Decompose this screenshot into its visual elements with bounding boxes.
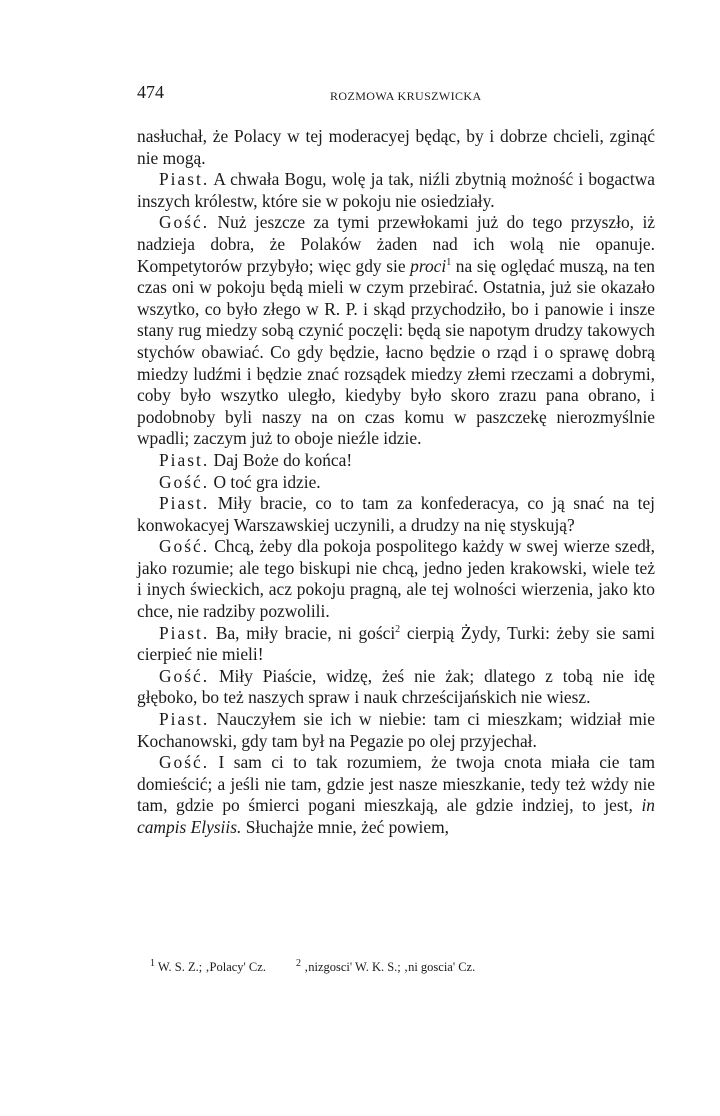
paragraph-text: Nuż jeszcze za tymi przewłokami już do tego przyszło, iż nadzieja dobra, że Polaków żaden nad ich wolą nie opanuje. Kompetytorów przybyło; więc gdy sie [137,212,655,276]
footnote-marker: 1 [446,256,452,268]
dialogue-paragraph [137,752,655,838]
dialogue-paragraph [137,472,655,494]
footnote-text: ‚nizgosci' W. K. S.; ‚ni goscia' Cz. [304,960,476,974]
dialogue-paragraph [137,666,655,709]
paragraph-text: O toć gra idzie. [213,471,321,492]
dialogue-paragraph [137,450,655,472]
dialogue-paragraph [137,536,655,622]
paragraph-text: I sam ci to tak rozumiem, że twoja cnota miała cie tam domieścić; a jeśli nie tam, gdzie jest nasze mieszkanie, tedy też wżdy nie tam, gdzie po śmierci pogani mieszkają, ale gdzie indziej, to jest, [137,752,655,816]
paragraph-text: cierpią Żydy, Turki: żeby sie sami cierpieć nie mieli! [137,622,655,665]
dialogue-paragraph [137,623,655,666]
speaker-label: Gość. [159,471,210,492]
dialogue-paragraph [137,493,655,536]
paragraph-text: na się oględać muszą, na ten czas oni w pokoju będą mieli w czym przebirać. Ostatnia, już sie okazało wszytko, co było złego w R. P. i skąd przychodziło, bo i panowie i insze stany rug miedzy sobą czynić poczęli: będą sie napotym drudzy takowych stychów obawiać. Co gdy będzie, łacno będzie o rząd i o sprawę dobrą miedzy ludźmi i będzie znać rozsądek miedzy złemi rzeczami a dobrymi, coby było wszytko uległo, kiedyby było skoro zrazu pana obrano, i podobnoby byli naszy na on czas komu w paszczekę nierozmyślnie wpadli; zaczym już to oboje nieźle idzie. [137,255,656,449]
paragraph-text: nasłuchał, że Polacy w tej moderacyej będąc, by i dobrze chcieli, zginąć nie mogą. [137,126,655,168]
speaker-label: Gość. [159,752,210,773]
speaker-label: Piast. [159,449,210,470]
emphasis-text: in campis Elysiis. [137,795,655,837]
paragraph-text: Daj Boże do końca! [213,449,353,470]
paragraph-text: Chcą, żeby dla pokoja pospolitego każdy w swej wierze szedł, jako rozumie; ale tego biskupi nie chcą, jedno jeden krakowski, wiele też i inych świeckich, acz pokoju pragną, ale tej wolności wierzenia, jako kto chce, nie radziby pozwolili. [137,536,655,622]
emphasis-text: proci [410,255,447,276]
body-text [137,126,655,839]
page-number: 474 [137,82,164,102]
footnote-text: W. S. Z.; ‚Polacy' Cz. [157,960,266,974]
paragraph-continuation [137,126,655,169]
paragraph-text: Miły Piaście, widzę, żeś nie żak; dlatego z tobą nie idę głęboko, bo też naszych spraw i nauk chrześcijańskich nie wiesz. [137,665,655,708]
speaker-label: Piast. [159,709,210,730]
paragraph-text: A chwała Bogu, wolę ja tak, niźli zbytnią możność i bogactwa inszych królestw, które sie w pokoju nie osiedziały. [137,169,655,211]
speaker-label: Piast. [159,169,210,190]
dialogue-paragraph [137,709,655,752]
footnote-number: 1 [150,957,155,969]
paragraph-text: Nauczyłem sie ich w niebie: tam ci mieszkam; widział mie Kochanowski, gdy tam był na Pegazie po olej przyjechał. [137,709,655,751]
speaker-label: Piast. [159,493,210,514]
paragraph-text: Słuchajże mnie, żeć powiem, [241,817,449,837]
speaker-label: Piast. [159,622,210,643]
speaker-label: Gość. [159,212,210,233]
footnote-marker: 2 [395,623,401,635]
speaker-label: Gość. [159,536,210,557]
dialogue-paragraph [137,212,655,450]
dialogue-paragraph [137,169,655,212]
speaker-label: Gość. [159,665,210,686]
footnotes [150,957,655,975]
running-head: ROZMOWA KRUSZWICKA [330,89,482,103]
paragraph-text: Ba, miły bracie, ni gości [215,622,396,643]
paragraph-text: Miły bracie, co to tam za konfederacya, co ją snać na tej konwokacyej Warszawskiej uczynili, a drudzy na nię styskują? [137,493,655,535]
footnote-number: 2 [295,957,301,969]
